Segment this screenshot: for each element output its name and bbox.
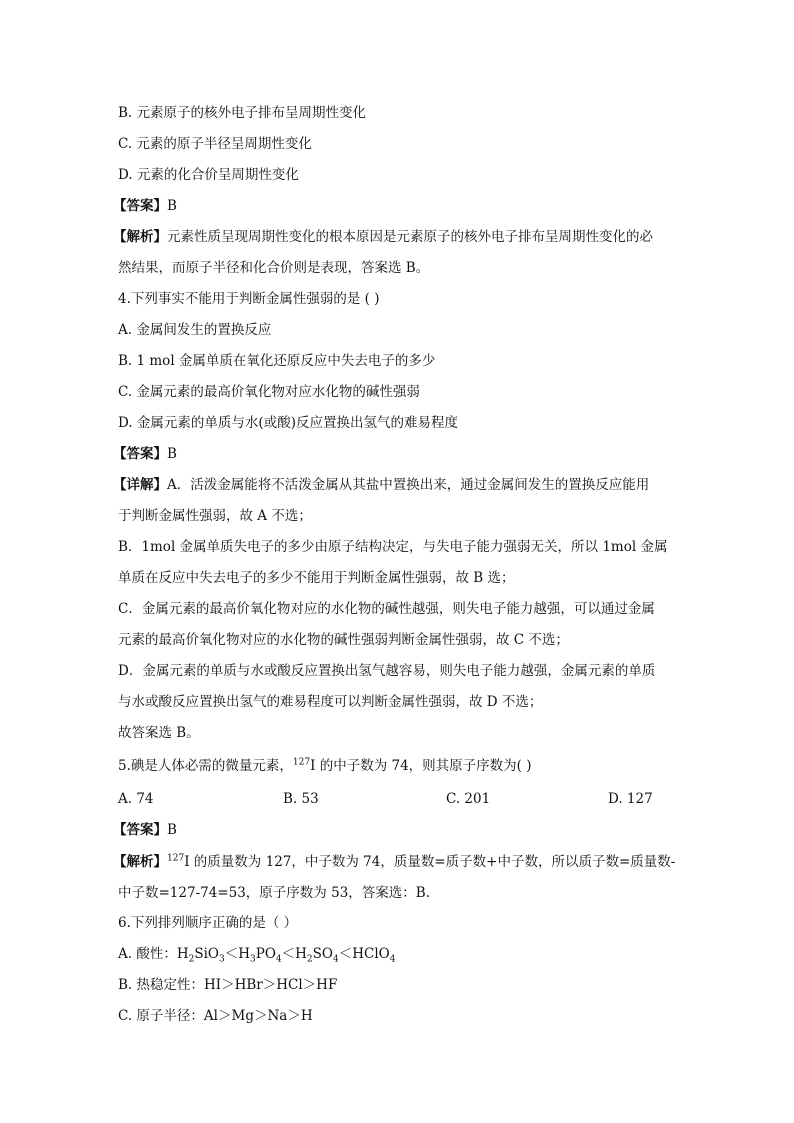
q4-detail-line-4: 单质在反应中失去电子的多少不能用于判断金属性强弱，故 B 选； (118, 570, 515, 586)
q5-answer (113, 821, 177, 839)
stem-text: 5.碘是人体必需的微量元素， (118, 758, 293, 774)
answer-value: B (167, 446, 177, 462)
q5-option-b: B. 53 (283, 791, 319, 807)
acid-formula-series: $H_2SiO_3<H_3PO_4<H_2SO_4<HClO_4$ (176, 946, 396, 965)
analysis-tag: 【解析】 (113, 229, 167, 245)
answer-tag: 【答案】 (113, 446, 167, 462)
q4-detail-line-3: B．1mol 金属单质失电子的多少由原子结构决定，与失电子能力强弱无关，所以 1mol 金属 (118, 539, 668, 555)
answer-tag: 【答案】 (113, 822, 167, 838)
q5-analysis-line-2: 中子数=127-74=53，原子序数为 53，答案选：B. (118, 885, 430, 901)
answer-tag: 【答案】 (113, 198, 167, 214)
q3-answer (113, 197, 177, 215)
mass-number: 127 (167, 853, 185, 864)
q4-answer (113, 445, 177, 463)
q4-detail-line-7: D．金属元素的单质与水或酸反应置换出氢气越容易，则失电子能力越强，金属元素的单质 (118, 663, 656, 679)
q4-detail-line-6: 元素的最高价氧化物对应的水化物的碱性强弱判断金属性强弱，故 C 不选； (118, 632, 569, 648)
q5-option-d: D. 127 (608, 791, 653, 807)
q6-stem: 6.下列排列顺序正确的是（ ） (118, 915, 298, 931)
q5-stem (118, 757, 532, 775)
analysis-tag: 【解析】 (113, 854, 167, 870)
element-symbol: I (310, 758, 316, 774)
q4-option-b: B. 1 mol 金属单质在氧化还原反应中失去电子的多少 (118, 353, 436, 369)
option-label: A. 酸性： (118, 946, 177, 962)
mass-number: 127 (292, 757, 311, 768)
q5-analysis-line-1 (113, 853, 675, 871)
q4-detail-line-8: 与水或酸反应置换出氢气的难易程度可以判断金属性强弱，故 D 不选； (118, 694, 543, 710)
q4-option-a: A. 金属间发生的置换反应 (118, 322, 272, 338)
detail-tag: 【详解】 (113, 477, 167, 493)
detail-text: A．活泼金属能将不活泼金属从其盐中置换出来，通过金属间发生的置换反应能用 (167, 477, 650, 493)
q5-option-c: C. 201 (446, 791, 491, 807)
q4-option-c: C. 金属元素的最高价氧化物对应水化物的碱性强弱 (118, 384, 420, 400)
analysis-text: I 的质量数为 127，中子数为 74，质量数=质子数+中子数，所以质子数=质量数- (184, 854, 676, 870)
q4-detail-line-1 (113, 476, 649, 494)
q3-option-b: B. 元素原子的核外电子排布呈周期性变化 (118, 105, 367, 121)
q6-option-a (118, 945, 395, 963)
answer-value: B (167, 822, 177, 838)
answer-value: B (167, 198, 177, 214)
q5-option-a: A. 74 (118, 791, 154, 807)
q4-stem: 4.下列事实不能用于判断金属性强弱的是 ( ) (118, 291, 380, 307)
q3-analysis-line-2: 然结果，而原子半径和化合价则是表现，答案选 B。 (118, 260, 430, 276)
analysis-text: 元素性质呈现周期性变化的根本原因是元素原子的核外电子排布呈周期性变化的必 (167, 229, 653, 245)
q6-option-c: C. 原子半径：Al＞Mg＞Na＞H (118, 1008, 313, 1024)
q6-option-b: B. 热稳定性：HI＞HBr＞HCl＞HF (118, 977, 338, 993)
q4-conclusion: 故答案选 B。 (118, 725, 200, 741)
q4-detail-line-5: C．金属元素的最高价氧化物对应的水化物的碱性越强，则失电子能力越强，可以通过金属 (118, 601, 655, 617)
stem-text-tail: 的中子数为 74，则其原子序数为( ) (315, 758, 532, 774)
q4-option-d: D. 金属元素的单质与水(或酸)反应置换出氢气的难易程度 (118, 415, 458, 431)
q3-analysis-line-1 (113, 228, 653, 246)
q4-detail-line-2: 于判断金属性强弱，故 A 不选； (118, 508, 312, 524)
q3-option-c: C. 元素的原子半径呈周期性变化 (118, 136, 312, 152)
q3-option-d: D. 元素的化合价呈周期性变化 (118, 167, 299, 183)
